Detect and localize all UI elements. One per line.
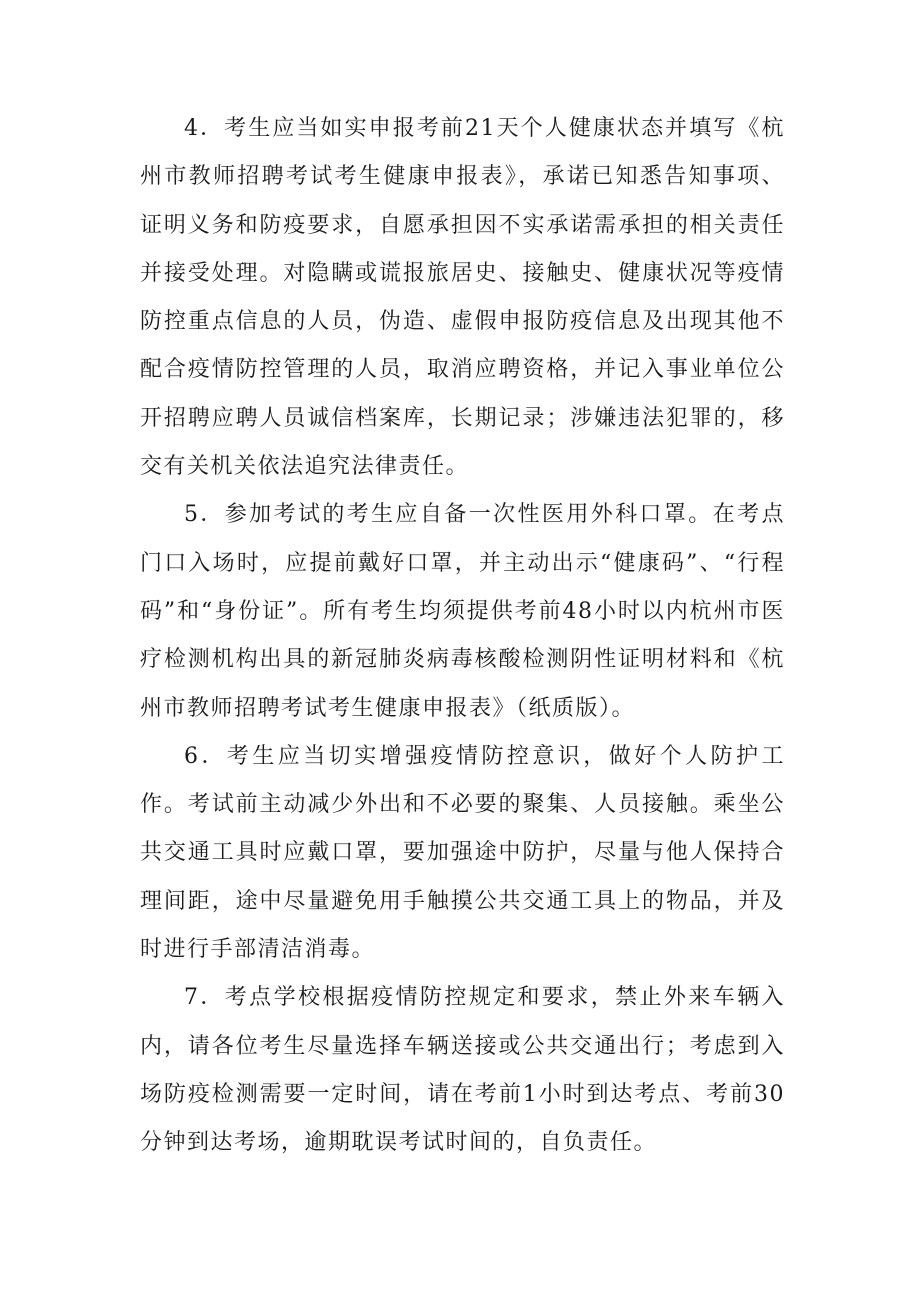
paragraph-item-5: 5．参加考试的考生应自备一次性医用外科口罩。在考点门口入场时，应提前戴好口罩，并主动出示“健康码”、“行程码”和“身份证”。所有考生均须提供考前48小时以内杭州市医疗检测机构出具的新冠肺炎病毒核酸检测阴性证明材料和《杭州市教师招聘考试考生健康申报表》（纸质版）。 [140, 502, 785, 721]
paragraph-item-7: 7．考点学校根据疫情防控规定和要求，禁止外来车辆入内，请各位考生尽量选择车辆送接或公共交通出行；考虑到入场防疫检测需要一定时间，请在考前1小时到达考点、考前30分钟到达考场，逾期耽误考试时间的，自负责任。 [140, 985, 785, 1156]
document-body [140, 105, 785, 1168]
paragraph-item-4: 4．考生应当如实申报考前21天个人健康状态并填写《杭州市教师招聘考试考生健康申报表》，承诺已知悉告知事项、证明义务和防疫要求，自愿承担因不实承诺需承担的相关责任并接受处理。对隐瞒或谎报旅居史、接触史、健康状况等疫情防控重点信息的人员，伪造、虚假申报防疫信息及出现其他不配合疫情防控管理的人员，取消应聘资格，并记入事业单位公开招聘应聘人员诚信档案库，长期记录；涉嫌违法犯罪的，移交有关机关依法追究法律责任。 [140, 116, 785, 480]
paragraph-item-6: 6．考生应当切实增强疫情防控意识，做好个人防护工作。考试前主动减少外出和不必要的聚集、人员接触。乘坐公共交通工具时应戴口罩，要加强途中防护，尽量与他人保持合理间距，途中尽量避免用手触摸公共交通工具上的物品，并及时进行手部清洁消毒。 [140, 743, 785, 963]
